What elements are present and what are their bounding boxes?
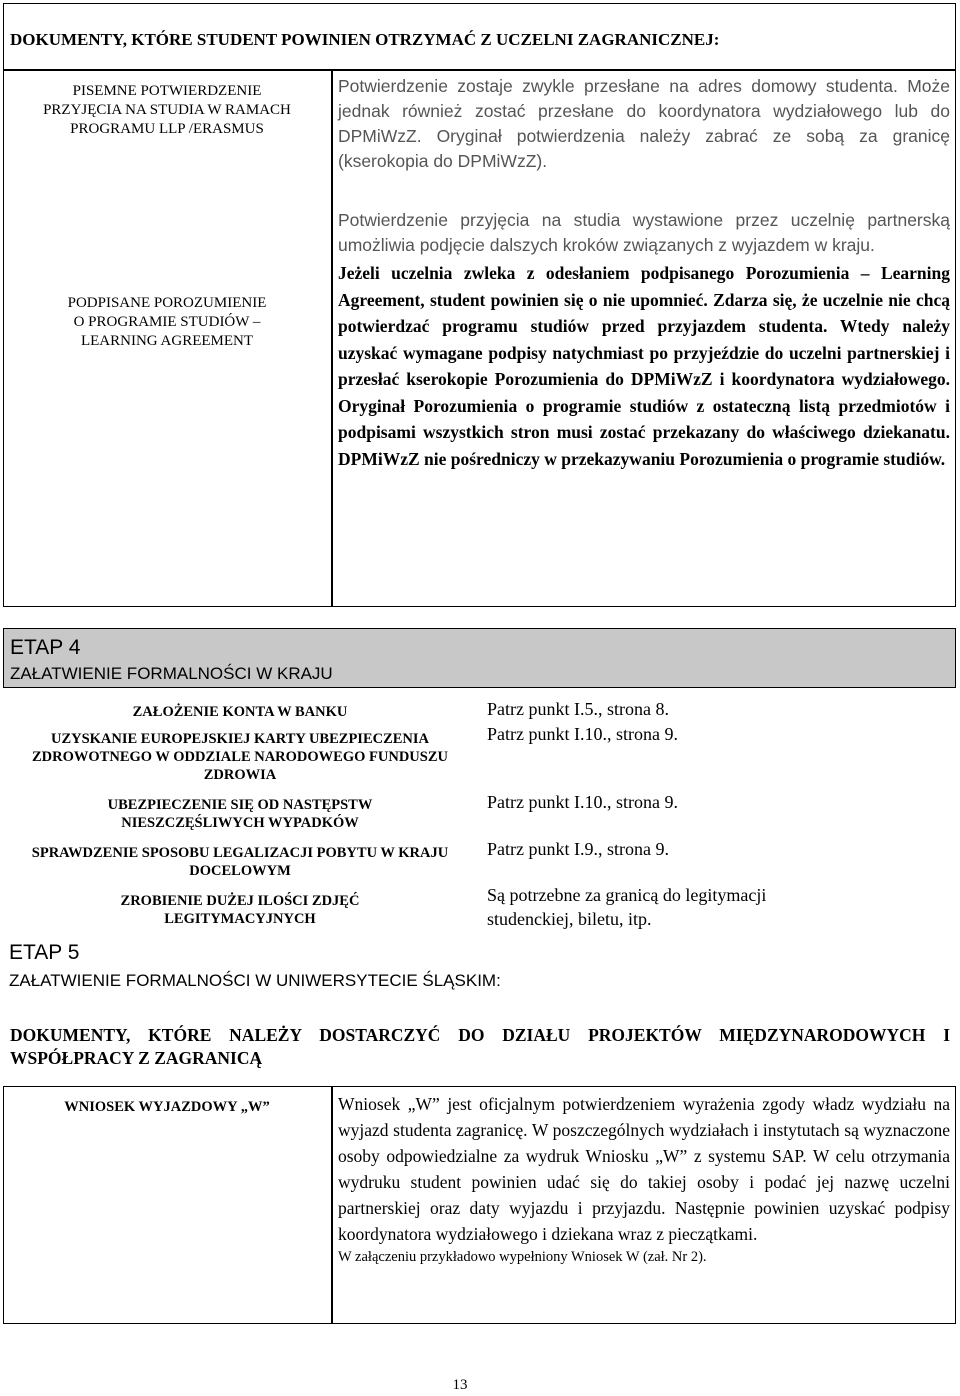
etap4-item-ref: Patrz punkt I.10., strona 9. <box>487 724 678 744</box>
etap4-item-ref: Są potrzebne za granicą do legitymacji studenckiej, biletu, itp. <box>487 885 767 929</box>
row2-text <box>338 208 950 472</box>
etap5-title: ETAP 5 <box>9 941 80 964</box>
row2-text-bold: Jeżeli uczelnia zwleka z odesłaniem podpisanego Porozumienia – Learning Agreement, student powinien się o nie upomnieć. Zdarza się, że uczelnie nie chcą potwierdzać programu studiów przed przyjazdem studenta. Wtedy należy uzyskać wymagane podpisy natychmiast po przyjeździe do uczelni partnerskiej i przesłać kserokopie Porozumienia do DPMiWzZ i koordynatora wydziałowego. Oryginał Porozumienia o programie studiów z ostateczną listą przedmiotów i podpisami wszystkich stron musi zostać przekazany do właściwego dziekanatu. DPMiWzZ nie pośredniczy w przekazywaniu Porozumienia o programie studiów. <box>338 263 950 469</box>
section-title: DOKUMENTY, KTÓRE STUDENT POWINIEN OTRZYMAĆ Z UCZELNI ZAGRANICZNEJ: <box>10 30 720 49</box>
etap4-title: ETAP 4 <box>10 636 81 659</box>
documents-heading: DOKUMENTY, KTÓRE NALEŻY DOSTARCZYĆ DO DZIAŁU PROJEKTÓW MIĘDZYNARODOWYCH I WSPÓŁPRACY Z ZAGRANICĄ <box>10 1025 950 1068</box>
page-number: 13 <box>452 1377 468 1393</box>
etap4-item-label: ZAŁOŻENIE KONTA W BANKU <box>132 704 348 720</box>
divider <box>331 1086 333 1324</box>
etap4-item-ref: Patrz punkt I.5., strona 8. <box>487 699 669 719</box>
etap5-subtitle: ZAŁATWIENIE FORMALNOŚCI W UNIWERSYTECIE ŚLĄSKIM: <box>9 971 501 990</box>
etap4-item-label: UBEZPIECZENIE SIĘ OD NASTĘPSTW NIESZCZĘŚLIWYCH WYPADKÓW <box>107 797 373 831</box>
etap4-item-label: ZROBIENIE DUŻEJ ILOŚCI ZDJĘĆ LEGITYMACYJNYCH <box>120 893 360 927</box>
wniosek-label: WNIOSEK WYJAZDOWY „W” <box>64 1099 270 1115</box>
etap4-item-label: SPRAWDZENIE SPOSOBU LEGALIZACJI POBYTU W KRAJU DOCELOWYM <box>31 845 449 879</box>
etap4-item-label: UZYSKANIE EUROPEJSKIEJ KARTY UBEZPIECZENIA ZDROWOTNEGO W ODDZIALE NARODOWEGO FUNDUSZU ZDROWIA <box>32 731 448 783</box>
wniosek-content <box>338 1091 950 1267</box>
etap4-header <box>3 628 956 688</box>
etap4-subtitle: ZAŁATWIENIE FORMALNOŚCI W KRAJU <box>10 664 333 683</box>
wniosek-text: Wniosek „W” jest oficjalnym potwierdzeniem wyrażenia zgody władz wydziału na wyjazd studenta zagranicę. W poszczególnych wydziałach i instytutach są wyznaczone osoby odpowiedzialne za wydruk Wniosku „W” z systemu SAP. W celu otrzymania wydruku student powinien udać się do takiej osoby i podać jej nazwę uczelni partnerskiej oraz daty wyjazdu i przyjazdu. Następnie powinien uzyskać podpisy koordynatora wydziałowego i dziekana wraz z pieczątkami. <box>338 1094 950 1244</box>
divider <box>3 69 956 71</box>
row1-text: Potwierdzenie zostaje zwykle przesłane na adres domowy studenta. Może jednak również zostać przesłane do koordynatora wydziałowego lub do DPMiWzZ. Oryginał potwierdzenia należy zabrać ze sobą za granicę (kserokopia do DPMiWzZ). <box>338 76 950 171</box>
etap4-item-ref: Patrz punkt I.10., strona 9. <box>487 792 678 812</box>
divider <box>331 69 333 607</box>
row2-label: PODPISANE POROZUMIENIE O PROGRAMIE STUDIÓW – LEARNING AGREEMENT <box>67 295 267 349</box>
wniosek-note: W załączeniu przykładowo wypełniony Wniosek W (zał. Nr 2). <box>338 1249 707 1265</box>
etap4-item-ref: Patrz punkt I.9., strona 9. <box>487 839 669 859</box>
row2-text-plain: Potwierdzenie przyjęcia na studia wystawione przez uczelnię partnerską umożliwia podjęcie dalszych kroków związanych z wyjazdem w kraju. <box>338 210 950 255</box>
row1-label: PISEMNE POTWIERDZENIE PRZYJĘCIA NA STUDIA W RAMACH PROGRAMU LLP /ERASMUS <box>43 83 291 137</box>
